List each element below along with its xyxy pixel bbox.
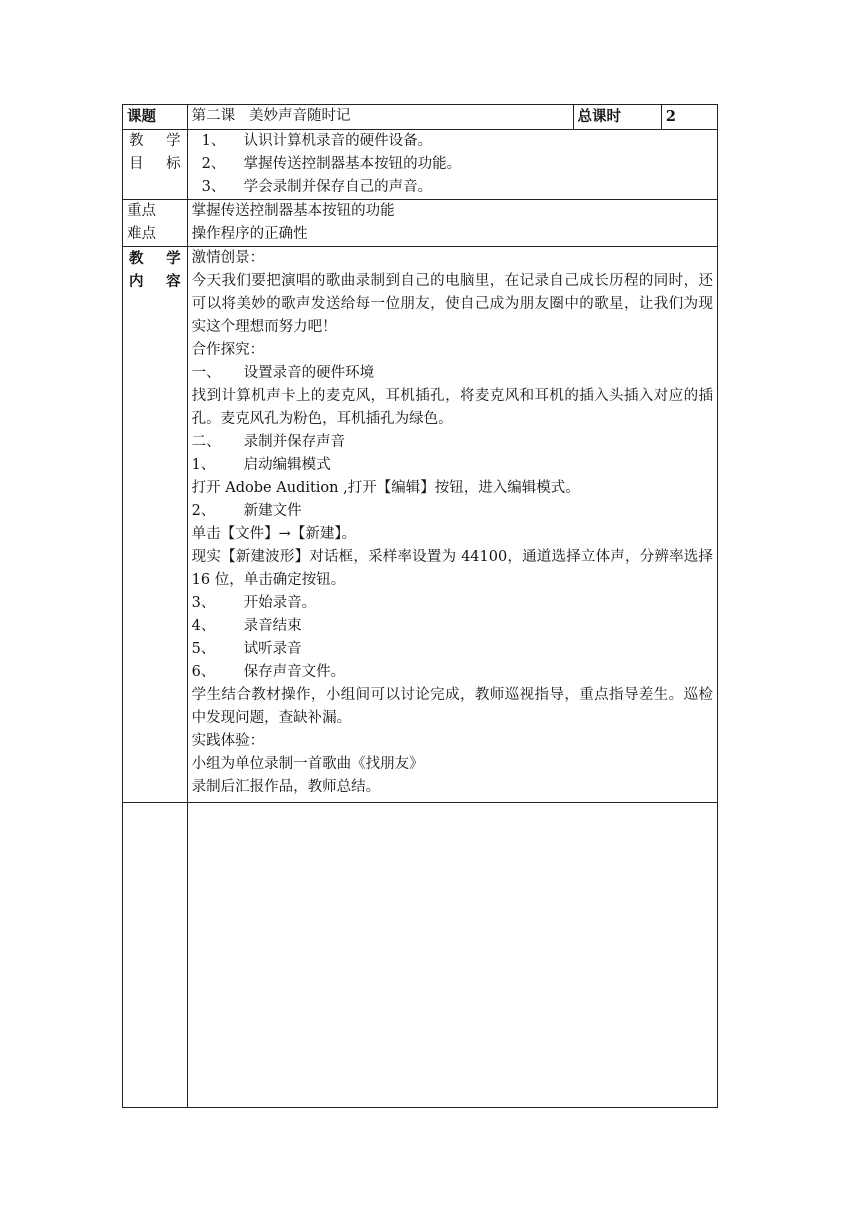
key-points-label-line1: 重点 (127, 203, 156, 219)
step-number: 1、 (191, 457, 216, 473)
goal-item (192, 176, 713, 199)
step-number: 4、 (191, 618, 216, 634)
section-heading (192, 362, 713, 385)
content-label-line2: 内 容 (129, 273, 181, 290)
step-heading (192, 615, 713, 638)
difficulty-line: 操作程序的正确性 (191, 226, 308, 242)
blank-content-cell (187, 803, 717, 1108)
step-heading (192, 454, 713, 477)
goal-number: 3、 (201, 179, 226, 195)
step-number: 6、 (191, 664, 216, 680)
key-point-line: 掌握传送控制器基本按钮的功能 (191, 203, 395, 219)
goal-text: 学会录制并保存自己的声音。 (243, 179, 433, 195)
header-row (123, 105, 718, 130)
hours-label: 总课时 (577, 108, 622, 125)
hours-value: 2 (665, 108, 677, 125)
step-text: 现实【新建波形】对话框，采样率设置为 44100，通道选择立体声，分辨率选择 16 位，单击确定按钮。 (191, 549, 713, 588)
step-text: 打开 Adobe Audition ,打开【编辑】按钮，进入编辑模式。 (191, 480, 580, 496)
lesson-plan-table (122, 104, 718, 1108)
step-heading (192, 500, 713, 523)
goals-label-line2: 目 标 (129, 156, 181, 172)
blank-label-cell (123, 803, 188, 1108)
summary-text: 学生结合教材操作，小组间可以讨论完成，教师巡视指导，重点指导差生。巡检中发现问题，查缺补漏。 (191, 687, 713, 726)
section-heading (192, 431, 713, 454)
step-title: 保存声音文件。 (243, 664, 346, 680)
practice-heading: 实践体验： (191, 733, 265, 749)
step-heading (192, 638, 713, 661)
section-text: 找到计算机声卡上的麦克风，耳机插孔，将麦克风和耳机的插入头插入对应的插孔。麦克风孔为粉色，耳机插孔为绿色。 (191, 388, 713, 427)
key-points-row (123, 200, 718, 247)
practice-line: 小组为单位录制一首歌曲《找朋友》 (191, 756, 424, 772)
goal-number: 2、 (201, 156, 226, 172)
practice-line: 录制后汇报作品，教师总结。 (191, 779, 381, 795)
section-title: 录制并保存声音 (243, 434, 346, 450)
key-points-label-line2: 难点 (127, 226, 156, 242)
topic-label: 课题 (127, 108, 156, 125)
content-label-cell (123, 247, 188, 803)
intro-text: 今天我们要把演唱的歌曲录制到自己的电脑里，在记录自己成长历程的同时，还可以将美妙的歌声发送给每一位朋友，使自己成为朋友圈中的歌星，让我们为现实这个理想而努力吧！ (191, 273, 713, 335)
intro-heading: 激情创景： (191, 250, 265, 266)
blank-row (123, 803, 718, 1108)
goal-item (192, 153, 713, 176)
goal-number: 1、 (201, 133, 226, 149)
key-points-content-cell (187, 200, 717, 247)
section-number: 一、 (191, 365, 221, 381)
topic-value: 第二课 美妙声音随时记 (191, 108, 351, 124)
goals-content-cell (187, 130, 717, 200)
step-title: 新建文件 (243, 503, 302, 519)
goals-label-line1: 教 学 (129, 133, 181, 149)
step-number: 3、 (191, 595, 216, 611)
goal-item (192, 130, 713, 153)
step-heading (192, 661, 713, 684)
step-number: 2、 (191, 503, 216, 519)
key-points-label-cell (123, 200, 188, 247)
hours-value-cell (661, 105, 717, 130)
goals-label-cell (123, 130, 188, 200)
goal-text: 认识计算机录音的硬件设备。 (243, 133, 433, 149)
step-number: 5、 (191, 641, 216, 657)
step-title: 启动编辑模式 (243, 457, 331, 473)
section-title: 设置录音的硬件环境 (243, 365, 375, 381)
goals-row (123, 130, 718, 200)
explore-heading: 合作探究： (191, 342, 265, 358)
topic-label-cell (123, 105, 188, 130)
goal-text: 掌握传送控制器基本按钮的功能。 (243, 156, 462, 172)
step-title: 录音结束 (243, 618, 302, 634)
step-text: 单击【文件】→【新建】。 (191, 526, 357, 542)
content-row (123, 247, 718, 803)
step-heading (192, 592, 713, 615)
section-number: 二、 (191, 434, 221, 450)
step-title: 开始录音。 (243, 595, 317, 611)
topic-value-cell (187, 105, 573, 130)
step-title: 试听录音 (243, 641, 302, 657)
hours-label-cell (573, 105, 661, 130)
content-label-line1: 教 学 (129, 250, 181, 267)
content-body-cell (187, 247, 717, 803)
